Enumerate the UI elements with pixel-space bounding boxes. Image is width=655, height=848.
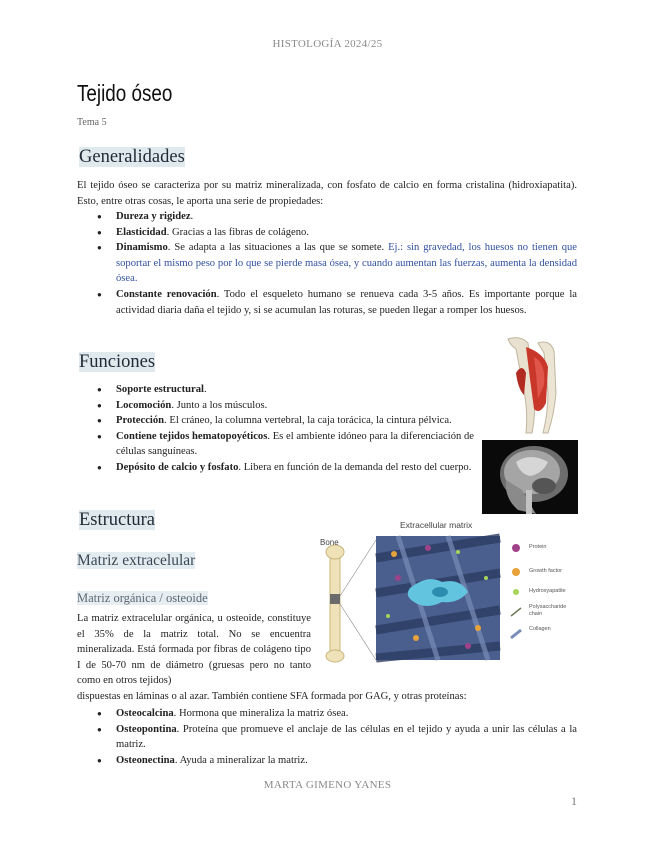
legend-item: Protein [529,544,547,550]
funciones-list [77,382,474,476]
mri-head-image [482,440,578,514]
generalidades-intro: El tejido óseo se caracteriza por su matriz mineralizada, con fosfato de calcio en forma cristalina (hidroxiapatita). Esto, entre otras cosas, le aporta una serie de propiedades: [77,180,577,207]
list-item: ● Dureza y rigidez. [77,209,577,225]
figure-legend [529,544,577,633]
heading-funciones: Funciones [79,352,156,372]
generalidades-list [77,209,577,318]
heading-estructura: Estructura [79,510,156,530]
list-item: ● Soporte estructural. [77,382,474,398]
legend-item: Collagen [529,626,551,632]
osteoide-paragraph-continued: dispuestas en láminas o al azar. También contiene SFA formada por GAG, y otras proteínas: [77,691,467,702]
page-header: HISTOLOGÍA 2024/25 [272,38,383,50]
list-item: ● Osteopontina. Proteína que promueve el anclaje de las células en el tejido y ayuda a unir las células a la matriz. [77,722,577,753]
page-number: 1 [571,794,577,808]
list-item: ● Osteocalcina. Hormona que mineraliza la matriz ósea. [77,706,577,722]
leg-muscle-image [498,333,578,436]
figure-bone-label: Bone [320,538,339,547]
list-item: ● Constante renovación. Todo el esqueleto humano se renueva cada 3-5 años. Es importante porque la actividad diaria daña el tejido y, si se acumulan las roturas, se pueden llegar a romper los huesos. [77,287,577,318]
legend-item: Hydroxyapatite [529,588,566,594]
heading-matriz-extracelular: Matriz extracelular [77,552,196,569]
list-item: ● Elasticidad. Gracias a las fibras de colágeno. [77,225,577,241]
page-subtitle: Tema 5 [77,117,107,128]
heading-matriz-organica: Matriz orgánica / osteoide [77,591,208,605]
extracellular-matrix-figure [318,518,578,664]
list-item: ● Depósito de calcio y fosfato. Libera en función de la demanda del resto del cuerpo. [77,460,474,476]
list-item: ● Contiene tejidos hematopoyéticos. Es el ambiente idóneo para la diferenciación de células sanguíneas. [77,429,474,460]
figure-title: Extracellular matrix [400,520,473,530]
list-item: ● Locomoción. Junto a los músculos. [77,398,474,414]
heading-generalidades: Generalidades [79,147,185,167]
estructura-list [77,706,577,768]
legend-item: Growth factor [529,568,563,574]
list-item: ● Protección. El cráneo, la columna vertebral, la caja torácica, la cintura pélvica. [77,413,474,429]
page-title: Tejido óseo [77,80,173,106]
list-item: ● Osteonectina. Ayuda a mineralizar la matriz. [77,753,577,769]
osteoide-paragraph: La matriz extracelular orgánica, u osteoide, constituye el 35% de la matriz total. No se encuentra mineralizada. Está formada por fibras de colágeno tipo I de 50-70 nm de diámetro (gruesas pero no tanto como en otros tejidos) [77,613,311,687]
legend-item: Polysaccharide chain [529,604,567,617]
page-footer: MARTA GIMENO YANES [263,779,392,791]
list-item: ● Dinamismo. Se adapta a las situaciones a las que se somete. Ej.: sin gravedad, los huesos no tienen que soportar el mismo peso por lo que se pierde masa ósea, y cuando aumentan las fuerzas, aumenta la densidad ósea. [77,240,577,287]
